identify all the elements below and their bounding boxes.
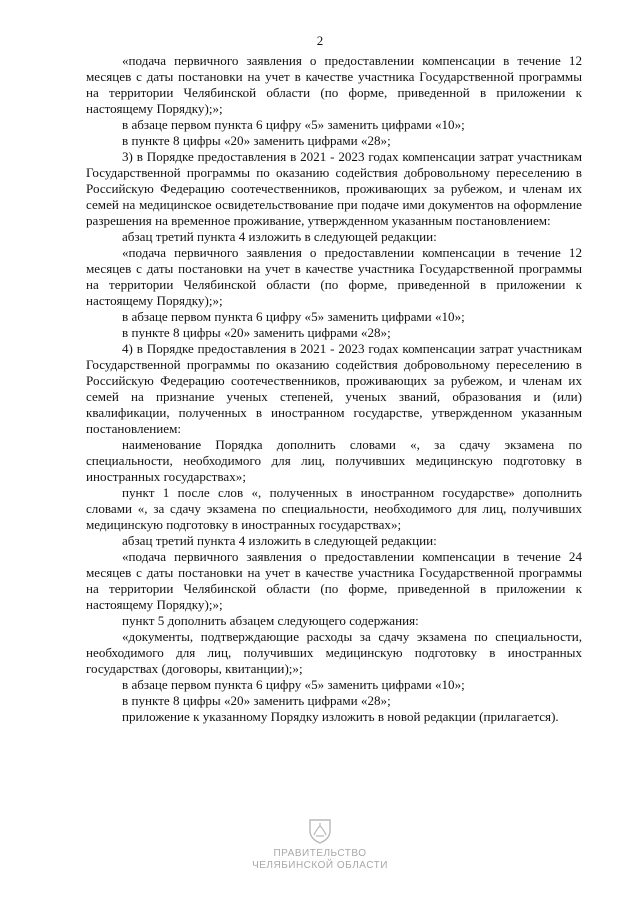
paragraph: пункт 1 после слов «, полученных в иностранном государстве» дополнить словами «, за сдачу экзамена по специальности, необходимого для лиц, получивших медицинскую подготовку в иностранных государствах»; [86, 485, 582, 532]
paragraph: «подача первичного заявления о предоставлении компенсации в течение 24 месяцев с даты постановки на учет в качестве участника Государственной программы на территории Челябинской области (по форме, приведенной в приложении к настоящему Порядку);»; [86, 549, 582, 612]
paragraph: «документы, подтверждающие расходы за сдачу экзамена по специальности, необходимого для лиц, получивших медицинскую подготовку в иностранных государствах (договоры, квитанции);»; [86, 629, 582, 676]
watermark-line-1: ПРАВИТЕЛЬСТВО [273, 848, 367, 859]
government-watermark [0, 818, 640, 872]
paragraph: в абзаце первом пункта 6 цифру «5» заменить цифрами «10»; [122, 117, 465, 132]
coat-of-arms-icon [308, 818, 332, 844]
paragraph: пункт 5 дополнить абзацем следующего содержания: [122, 613, 419, 628]
paragraph: в пункте 8 цифры «20» заменить цифрами «28»; [122, 133, 391, 148]
paragraph: 3) в Порядке предоставления в 2021 - 2023 годах компенсации затрат участникам Государственной программы по оказанию содействия добровольному переселению в Российскую Федерацию соотечественников, проживающих за рубежом, и членам их семей на медицинское освидетельствование при подаче ими документов на оформление разрешения на временное проживание, утвержденном указанным постановлением: [86, 149, 582, 228]
paragraph: приложение к указанному Порядку изложить в новой редакции (прилагается). [122, 709, 559, 724]
paragraph: в абзаце первом пункта 6 цифру «5» заменить цифрами «10»; [122, 309, 465, 324]
paragraph: в пункте 8 цифры «20» заменить цифрами «28»; [122, 693, 391, 708]
page-number: 2 [316, 33, 324, 48]
paragraph: в пункте 8 цифры «20» заменить цифрами «28»; [122, 325, 391, 340]
watermark-line-2: ЧЕЛЯБИНСКОЙ ОБЛАСТИ [252, 860, 388, 871]
paragraph: наименование Порядка дополнить словами «, за сдачу экзамена по специальности, необходимого для лиц, получивших медицинскую подготовку в иностранных государствах»; [86, 437, 582, 484]
paragraph: в абзаце первом пункта 6 цифру «5» заменить цифрами «10»; [122, 677, 465, 692]
paragraph: 4) в Порядке предоставления в 2021 - 2023 годах компенсации затрат участникам Государственной программы по оказанию содействия добровольному переселению в Российскую Федерацию соотечественников, проживающих за рубежом, и членам их семей на признание ученых степеней, ученых званий, образования и (или) квалификации, полученных в иностранном государстве, утвержденном указанным постановлением: [86, 341, 582, 436]
paragraph: абзац третий пункта 4 изложить в следующей редакции: [122, 533, 437, 548]
document-body [86, 53, 582, 725]
paragraph: «подача первичного заявления о предоставлении компенсации в течение 12 месяцев с даты постановки на учет в качестве участника Государственной программы на территории Челябинской области (по форме, приведенной в приложении к настоящему Порядку);»; [86, 53, 582, 116]
paragraph: «подача первичного заявления о предоставлении компенсации в течение 12 месяцев с даты постановки на учет в качестве участника Государственной программы на территории Челябинской области (по форме, приведенной в приложении к настоящему Порядку);»; [86, 245, 582, 308]
paragraph: абзац третий пункта 4 изложить в следующей редакции: [122, 229, 437, 244]
